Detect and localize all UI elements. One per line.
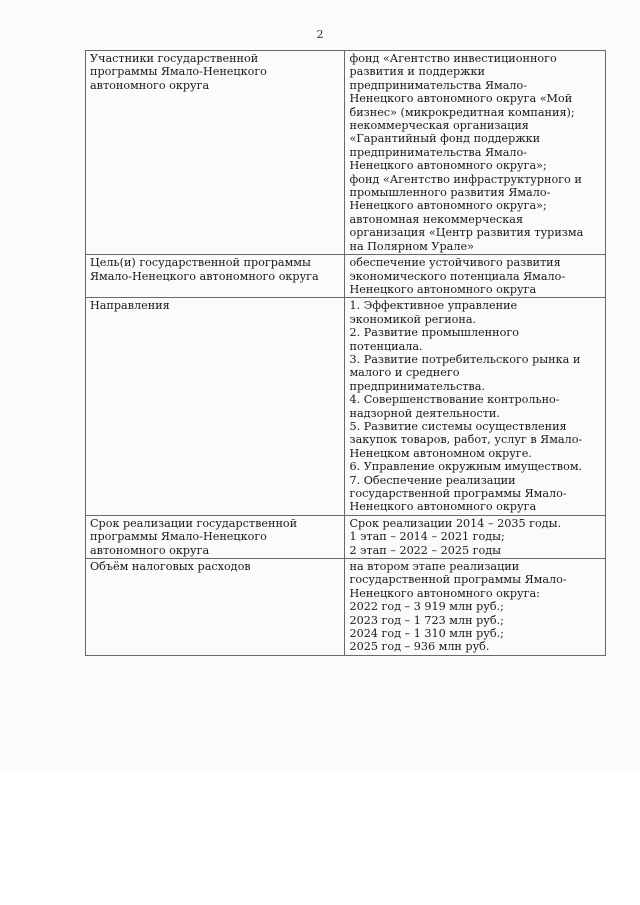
row-value-line: Ненецкого автономного округа»; [349, 159, 547, 173]
row-value-line: бизнес» (микрокредитная компания); [349, 105, 575, 119]
table-row [86, 255, 606, 298]
row-label-line: Участники государственной [90, 52, 259, 65]
table-row [86, 515, 606, 558]
row-value-line: развития и поддержки [349, 65, 485, 79]
row-label-line: Ямало-Ненецкого автономного округа [90, 269, 319, 283]
row-value-line: государственной программы Ямало- [349, 487, 567, 500]
row-label-line: Направления [90, 299, 170, 313]
row-value-line: на втором этапе реализации [349, 560, 520, 574]
row-value-line: предпринимательства Ямало- [349, 145, 527, 159]
row-value-line: 1 этап – 2014 – 2021 годы; [349, 530, 505, 544]
row-value-line: 1. Эффективное управление [349, 299, 518, 313]
row-value-line: 2022 год – 3 919 млн руб.; [349, 600, 504, 614]
row-value-line: Ненецком автономном округе. [349, 446, 532, 460]
row-value-line: Ненецкого автономного округа [349, 500, 537, 514]
row-value-line: 2. Развитие промышленного [349, 326, 519, 340]
row-value-line: 4. Совершенствование контрольно- [349, 393, 560, 407]
row-value-line: 2025 год – 936 млн руб. [349, 640, 490, 654]
program-passport-table [85, 50, 606, 656]
row-label-cell [86, 515, 345, 558]
row-value-line: промышленного развития Ямало- [349, 186, 551, 200]
row-label-line: автономного округа [90, 543, 210, 557]
row-value-line: 6. Управление окружным имуществом. [349, 460, 583, 474]
row-label-cell [86, 298, 345, 516]
row-value-line: потенциала. [349, 339, 423, 353]
row-value-line: 7. Обеспечение реализации [349, 473, 516, 487]
row-label-line: Срок реализации государственной [90, 516, 298, 530]
row-label-line: Цель(и) государственной программы [90, 256, 311, 270]
row-value-line: предпринимательства Ямало- [349, 78, 527, 92]
row-label-line: Объём налоговых расходов [90, 560, 251, 574]
row-value-line: на Полярном Урале» [349, 239, 474, 253]
page-number: 2 [316, 28, 324, 41]
row-value-line: автономная некоммерческая [349, 212, 524, 226]
row-value-line: Ненецкого автономного округа «Мой [349, 92, 573, 106]
row-value-line: организация «Центр развития туризма [349, 226, 584, 240]
table-row [86, 559, 606, 656]
row-value-line: Срок реализации 2014 – 2035 годы. [349, 516, 562, 530]
row-value-line: Ненецкого автономного округа: [349, 586, 540, 600]
blank-area [0, 770, 640, 905]
row-value-line: Ненецкого автономного округа [349, 282, 537, 296]
row-value-cell [345, 515, 606, 558]
row-value-line: экономического потенциала Ямало- [349, 269, 566, 283]
row-value-line: фонд «Агентство инфраструктурного и [349, 172, 582, 186]
row-value-line: 2 этап – 2022 – 2025 годы [349, 543, 502, 557]
row-label-cell [86, 559, 345, 656]
row-label-line: программы Ямало-Ненецкого [90, 530, 267, 544]
row-value-line: государственной программы Ямало- [349, 573, 567, 587]
row-value-line: 2024 год – 1 310 млн руб.; [349, 627, 504, 641]
row-value-cell [345, 298, 606, 516]
row-value-line: предпринимательства. [349, 379, 485, 393]
table-row [86, 298, 606, 516]
table-body [86, 51, 606, 656]
row-label-line: автономного округа [90, 78, 210, 92]
row-value-line: «Гарантийный фонд поддержки [349, 132, 541, 146]
row-value-line: малого и среднего [349, 366, 460, 380]
row-value-line: обеспечение устойчивого развития [349, 256, 561, 270]
row-value-line: фонд «Агентство инвестиционного [349, 52, 557, 65]
row-value-cell [345, 255, 606, 298]
row-value-line: 2023 год – 1 723 млн руб.; [349, 613, 504, 627]
row-value-cell [345, 559, 606, 656]
row-value-line: закупок товаров, работ, услуг в Ямало- [349, 433, 583, 447]
row-value-line: 3. Развитие потребительского рынка и [349, 352, 581, 366]
row-value-line: некоммерческая организация [349, 119, 529, 133]
row-value-line: 5. Развитие системы осуществления [349, 419, 567, 433]
row-value-line: Ненецкого автономного округа»; [349, 199, 547, 213]
row-value-line: экономикой региона. [349, 312, 477, 326]
row-value-line: надзорной деятельности. [349, 406, 500, 420]
table-row [86, 51, 606, 255]
row-label-cell [86, 51, 345, 255]
row-label-cell [86, 255, 345, 298]
row-value-cell [345, 51, 606, 255]
row-label-line: программы Ямало-Ненецкого [90, 65, 267, 79]
